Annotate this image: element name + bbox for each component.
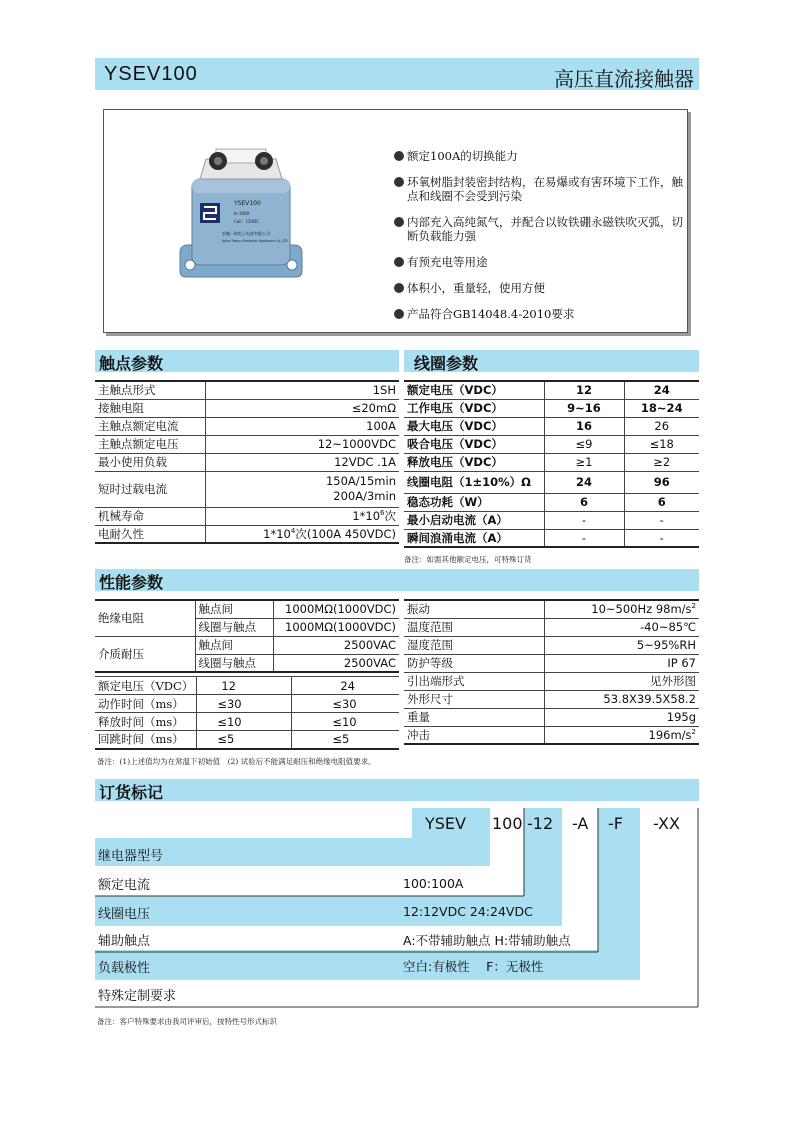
table-row: 介质耐压 触点间 2500VAC <box>95 636 399 654</box>
code-aux-contact: -A <box>572 814 589 833</box>
feature-item: 体积小，重量轻，使用方便 <box>394 281 686 295</box>
ordering-value-polarity: 空白:有极性 F：无极性 <box>403 959 544 974</box>
label-rating-text: Ie:100A <box>234 211 250 216</box>
feature-item: 环氧树脂封装密封结构，在易爆或有害环境下工作，触点和线圈不会受到污染 <box>394 175 686 203</box>
performance-left-table <box>95 599 399 673</box>
code-current: 100 <box>492 814 523 833</box>
ordering-header: 订货标记 <box>95 779 699 801</box>
table-row: 线圈电阻（1±10%）Ω 24 96 <box>404 471 699 493</box>
table-row: 瞬间浪涌电流（A） - - <box>404 529 699 547</box>
table-row: 吸合电压（VDC） ≤9 ≤18 <box>404 435 699 453</box>
feature-item: 内部充入高纯氮气，并配合以钕铁硼永磁铁吹灭弧，切断负载能力强 <box>394 215 686 243</box>
label-brand-text: YSEV100 <box>234 200 261 207</box>
table-row: 机械寿命 $1*10^6$次 <box>95 507 399 525</box>
code-custom: -XX <box>653 814 680 833</box>
contact-params-table <box>95 380 399 544</box>
model-title: YSEV100 <box>104 63 198 85</box>
table-row: 稳态功耗（W） 6 6 <box>404 493 699 511</box>
table-row: 电耐久性 $1*10^4$次(100A 450VDC) <box>95 525 399 543</box>
table-row: 引出端形式 见外形图 <box>404 672 699 690</box>
ordering-label-custom: 特殊定制要求 <box>98 989 177 1004</box>
ordering-label-current: 额定电流 <box>98 878 151 893</box>
ordering-label-polarity: 负载极性 <box>98 961 151 976</box>
table-row: 释放时间（ms） ≤10 ≤10 <box>95 713 399 731</box>
table-row: 额定电压（VDC） 12 24 <box>95 677 399 695</box>
performance-right-table <box>404 599 699 745</box>
table-row: 重量 195g <box>404 708 699 726</box>
performance-params-header: 性能参数 <box>95 569 699 591</box>
table-row: 主触点形式 1SH <box>95 381 399 399</box>
bullet-icon <box>394 257 404 267</box>
table-row: 短时过载电流 150A/15min 200A/3min <box>95 471 399 507</box>
table-row: 接触电阻 ≤20mΩ <box>95 399 399 417</box>
table-row: 线圈与触点 1000MΩ(1000VDC) <box>95 618 399 636</box>
coil-params-table <box>404 380 699 548</box>
contact-params-header: 触点参数 <box>95 350 399 372</box>
table-row: 主触点额定电压 12~1000VDC <box>95 435 399 453</box>
table-row: 线圈与触点 2500VAC <box>95 654 399 672</box>
feature-item: 有预充电等用途 <box>394 255 686 269</box>
ordering-label-model: 继电器型号 <box>98 849 164 864</box>
bullet-icon <box>394 151 404 161</box>
table-row: 外形尺寸 53.8X39.5X58.2 <box>404 690 699 708</box>
table-row: 冲击 $196m/s^2$ <box>404 726 699 744</box>
table-row: 释放电压（VDC） ≥1 ≥2 <box>404 453 699 471</box>
table-row: 回跳时间（ms） ≤5 ≤5 <box>95 731 399 749</box>
ordering-label-aux: 辅助触点 <box>98 934 151 949</box>
label-coil-text: Coil：12VDC <box>234 219 260 224</box>
table-row: 额定电压（VDC） 12 24 <box>404 381 699 399</box>
code-series: YSEV <box>425 814 466 833</box>
table-row: 工作电压（VDC） 9~16 18~24 <box>404 399 699 417</box>
table-row: 振动 10~500Hz $98m/s^2$ <box>404 600 699 618</box>
table-row: 防护等级 IP 67 <box>404 654 699 672</box>
bullet-icon <box>394 283 404 293</box>
bullet-icon <box>394 177 404 187</box>
code-coil-voltage: -12 <box>527 814 554 833</box>
bullet-icon <box>394 217 404 227</box>
ordering-value-aux: A:不带辅助触点 H:带辅助触点 <box>403 933 571 948</box>
contactor-product-image <box>176 143 306 283</box>
performance-note: 备注：(1)上述值均为在常温下初始值 (2) 试验后不能满足耐压和绝缘电阻值要求。 <box>97 757 376 766</box>
feature-item: 额定100A的切换能力 <box>394 149 686 163</box>
ordering-note: 备注：客户特殊要求由我司评审后，按特性号形式标识 <box>97 1017 277 1026</box>
coil-note: 备注：如需其他额定电压，可特殊订货 <box>404 555 532 564</box>
code-polarity: -F <box>608 814 623 833</box>
ordering-label-coil: 线圈电压 <box>98 907 151 922</box>
table-row: 最小使用负载 12VDC .1A <box>95 453 399 471</box>
table-row: 主触点额定电流 100A <box>95 417 399 435</box>
table-row: 绝缘电阻 触点间 1000MΩ(1000VDC) <box>95 600 399 618</box>
table-row: 最大电压（VDC） 16 26 <box>404 417 699 435</box>
table-row: 湿度范围 5~95%RH <box>404 636 699 654</box>
table-row: 温度范围 -40~85℃ <box>404 618 699 636</box>
ordering-value-current: 100:100A <box>403 876 464 891</box>
label-maker-cn-text: 安徽一路电子电器有限公司 <box>222 231 270 236</box>
performance-timing-table <box>95 676 399 750</box>
ordering-bracket-lines <box>95 808 699 1008</box>
table-row: 最小启动电流（A） - - <box>404 511 699 529</box>
ordering-value-coil: 12:12VDC 24:24VDC <box>403 904 533 919</box>
feature-list <box>394 149 686 333</box>
bullet-icon <box>394 309 404 319</box>
label-maker-en-text: Anhui Yasun Electronic Appliance Co.,LTD <box>222 239 288 243</box>
coil-params-header: 线圈参数 <box>404 350 699 372</box>
product-category-title: 高压直流接触器 <box>554 67 694 91</box>
table-row: 动作时间（ms） ≤30 ≤30 <box>95 695 399 713</box>
feature-item: 产品符合GB14048.4-2010要求 <box>394 307 686 321</box>
